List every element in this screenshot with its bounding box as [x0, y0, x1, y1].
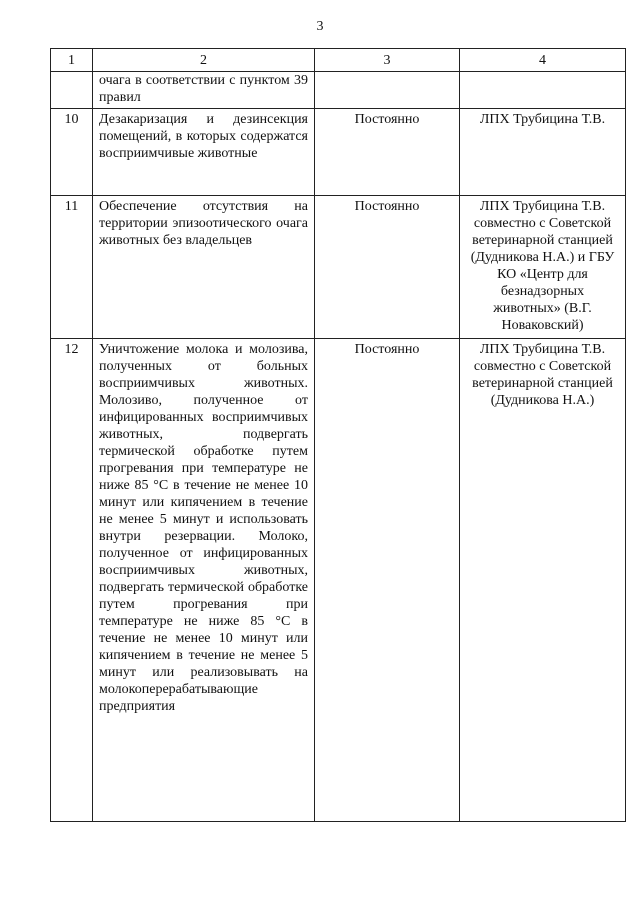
term-text: Постоянно [315, 339, 460, 822]
table-row [51, 339, 626, 822]
measure-text: Дезакаризация и дезинсекция помещений, в которых содержатся восприимчивые животные [93, 109, 315, 196]
measure-text: Обеспечение отсутствия на территории эпизоотического очага животных без владельцев [93, 196, 315, 339]
header-col-2: 2 [93, 49, 315, 72]
header-col-1: 1 [51, 49, 93, 72]
term-cell [315, 72, 460, 109]
table-header-row [51, 49, 626, 72]
measure-text: Уничтожение молока и молозива, полученных от больных восприимчивых животных. Молозиво, полученное от инфицированных восприимчивых животных, подвергать термической обработке путем прогревания при температуре не ниже 85 °С в течение не менее 10 минут или кипячением в течение не менее 5 минут и использовать внутри резервации. Молоко, полученное от инфицированных восприимчивых животных, подвергать термической обработке путем прогревания при температуре не ниже 85 °С в течение не менее 10 минут или кипячением в течение не менее 5 минут или реализовывать на молокоперерабатывающие предприятия [93, 339, 315, 822]
table-row-continuation [51, 72, 626, 109]
term-text: Постоянно [315, 196, 460, 339]
row-number: 12 [51, 339, 93, 822]
header-col-3: 3 [315, 49, 460, 72]
measure-cell [93, 72, 315, 109]
table-row [51, 109, 626, 196]
row-number: 11 [51, 196, 93, 339]
responsible-cell [460, 72, 626, 109]
measures-table [50, 48, 626, 822]
table-row [51, 196, 626, 339]
responsible-text: ЛПХ Трубицина Т.В. [460, 109, 626, 196]
header-col-4: 4 [460, 49, 626, 72]
term-text: Постоянно [315, 109, 460, 196]
responsible-text: ЛПХ Трубицина Т.В. совместно с Советской ветеринарной станцией (Дудникова Н.А.) и ГБУ КО «Центр для безнадзорных животных» (В.Г. Новаковский) [460, 196, 626, 339]
row-number-cell [51, 72, 93, 109]
responsible-text: ЛПХ Трубицина Т.В. совместно с Советской ветеринарной станцией (Дудникова Н.А.) [460, 339, 626, 822]
continuation-text: очага в соответствии с пунктом 39 правил [99, 73, 308, 105]
row-number: 10 [51, 109, 93, 196]
page-number: 3 [316, 19, 324, 34]
